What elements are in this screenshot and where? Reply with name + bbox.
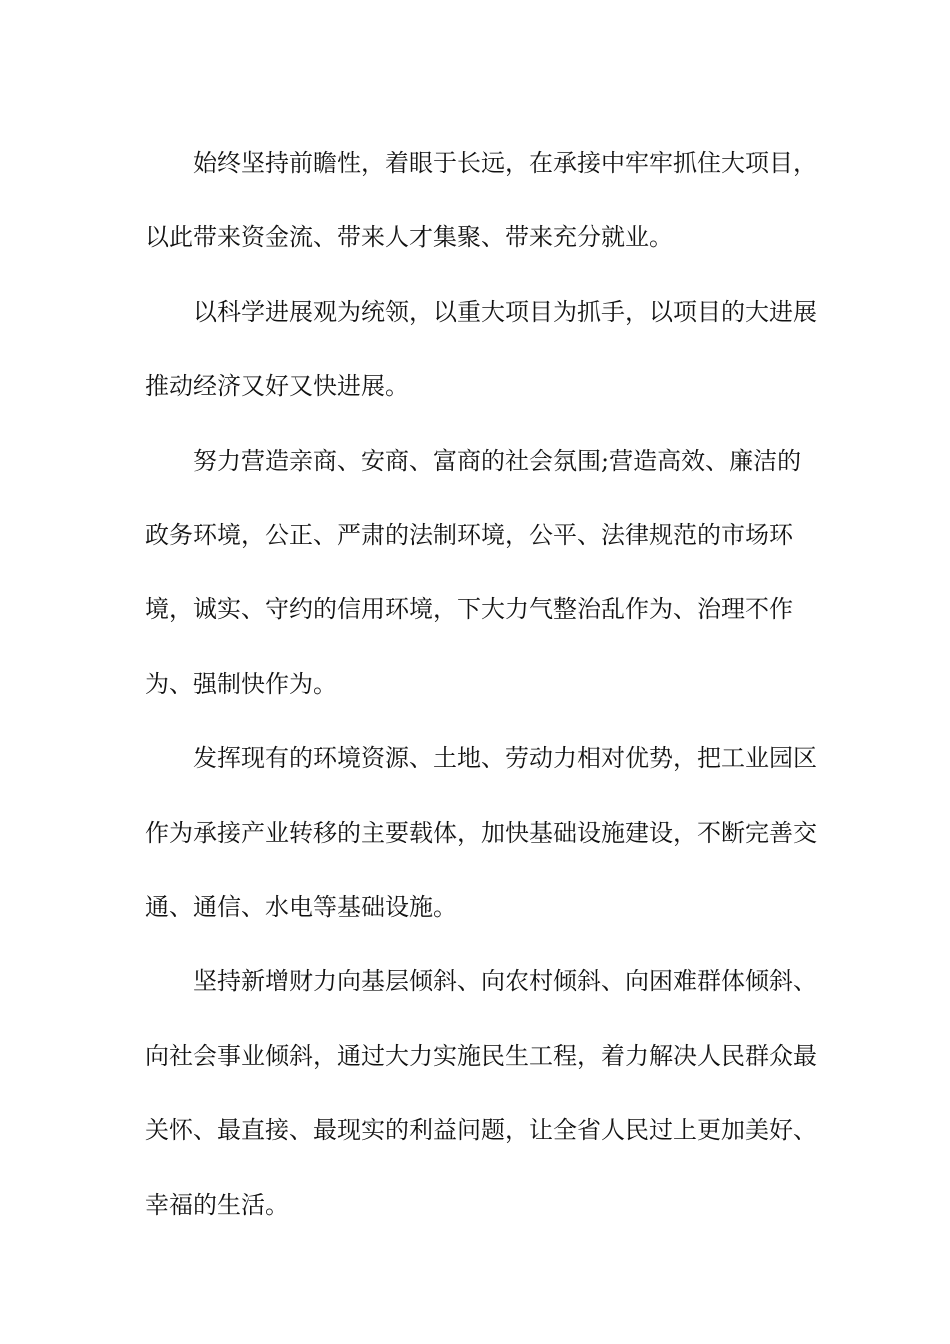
paragraph-2: 以科学进展观为统领，以重大项目为抓手，以项目的大进展推动经济又好又快进展。 [145,297,817,401]
document-body [145,126,825,1242]
paragraph-3: 努力营造亲商、安商、富商的社会氛围;营造高效、廉洁的政务环境，公正、严肃的法制环境，公平、法律规范的市场环境，诚实、守约的信用环境，下大力气整治乱作为、治理不作为、强制快作为。 [145,446,802,698]
paragraph-4: 发挥现有的环境资源、土地、劳动力相对优势，把工业园区作为承接产业转移的主要载体，加快基础设施建设，不断完善交通、通信、水电等基础设施。 [145,744,817,922]
paragraph-1: 始终坚持前瞻性，着眼于长远，在承接中牢牢抓住大项目，以此带来资金流、带来人才集聚、带来充分就业。 [145,149,817,252]
paragraph-5: 坚持新增财力向基层倾斜、向农村倾斜、向困难群体倾斜、向社会事业倾斜，通过大力实施民生工程，着力解决人民群众最关怀、最直接、最现实的利益问题，让全省人民过上更加美好、幸福的生活。 [145,967,817,1219]
